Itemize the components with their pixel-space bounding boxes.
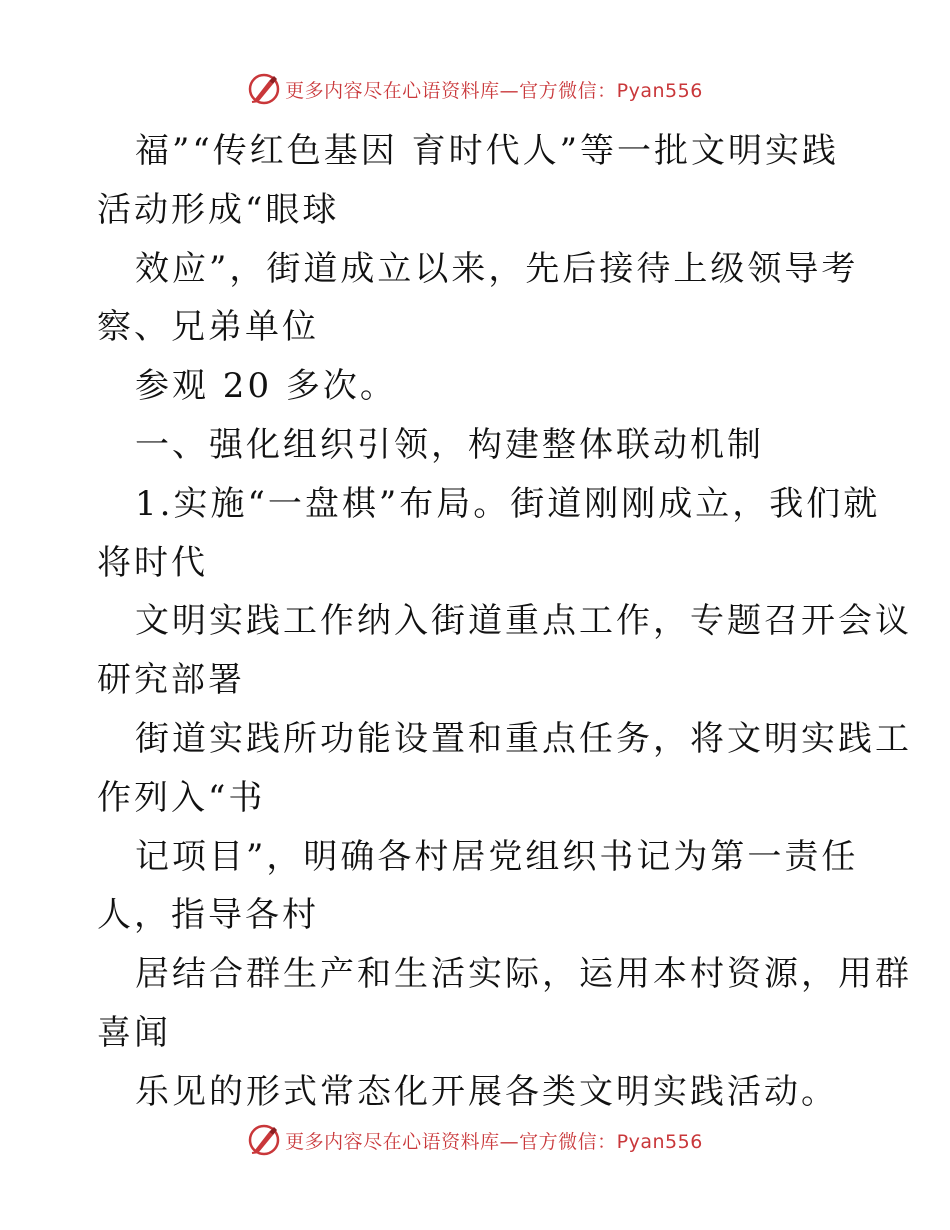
- footer-watermark-banner: [0, 1120, 950, 1160]
- text-line: 福”“传红色基因 育时代人”等一批文明实践: [135, 131, 839, 171]
- text-line: 乐见的形式常态化开展各类文明实践活动。: [135, 1071, 838, 1112]
- text-line: 街道实践所功能设置和重点任务，将文明实践工: [135, 718, 912, 759]
- quill-pen-circle-icon: [247, 1123, 281, 1157]
- header-banner-text: 更多内容尽在心语资料库—官方微信：Pyan556: [285, 79, 703, 102]
- text-line: 作列入“书: [97, 777, 266, 818]
- text-line: 察、兄弟单位: [97, 307, 319, 348]
- text-line: 人，指导各村: [97, 895, 319, 936]
- document-body: [97, 122, 912, 1122]
- text-line: 居结合群生产和生活实际，运用本村资源，用群: [135, 954, 912, 995]
- text-line: 研究部署: [97, 660, 245, 701]
- header-watermark-banner: [0, 69, 950, 109]
- text-line: 记项目”，明确各村居党组织书记为第一责任: [135, 836, 859, 877]
- text-line: 文明实践工作纳入街道重点工作，专题召开会议: [135, 601, 912, 642]
- quill-pen-circle-icon: [247, 72, 281, 106]
- section-heading: 一、强化组织引领，构建整体联动机制: [135, 424, 764, 465]
- text-line: 1.实施“一盘棋”布局。街道刚刚成立，我们就: [135, 483, 881, 524]
- footer-banner-text: 更多内容尽在心语资料库—官方微信：Pyan556: [285, 1130, 703, 1153]
- text-line: 喜闻: [97, 1012, 171, 1053]
- text-line: 活动形成“眼球: [97, 189, 340, 230]
- text-line: 参观 20 多次。: [135, 366, 397, 407]
- text-line: 效应”，街道成立以来，先后接待上级领导考: [135, 248, 859, 289]
- text-line: 将时代: [97, 542, 208, 583]
